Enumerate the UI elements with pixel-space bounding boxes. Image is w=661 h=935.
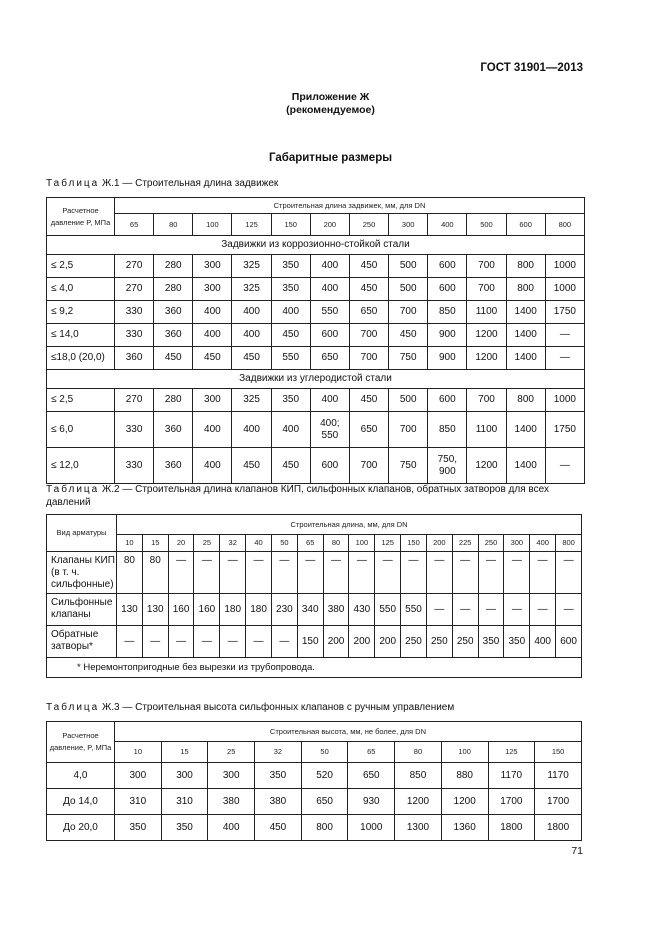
table3-value-cell: 400 (208, 815, 255, 841)
table1-value-cell: 450 (232, 448, 271, 484)
table1-value-cell: 400 (271, 412, 310, 448)
table2-value-cell: — (426, 552, 452, 594)
table1-value-cell: 450 (349, 255, 388, 278)
table2-value-cell: 130 (117, 594, 143, 626)
table1-value-cell: 400 (232, 324, 271, 347)
table3-dn-header: 80 (395, 742, 442, 763)
table1-value-cell: 450 (349, 278, 388, 301)
table1-value-cell: 350 (271, 278, 310, 301)
table1-value-cell: 500 (389, 278, 428, 301)
table3-dn-header: 150 (535, 742, 582, 763)
appendix-status: (рекомендуемое) (286, 104, 375, 116)
table2-value-cell: — (452, 552, 478, 594)
table3-value-cell: 650 (301, 789, 348, 815)
table2-value-cell: 80 (117, 552, 143, 594)
appendix-title: Приложение Ж (291, 91, 370, 103)
table1-dn-header: 65 (115, 214, 154, 236)
table1-value-cell: 450 (389, 324, 428, 347)
table1-value-cell: 1750 (545, 412, 584, 448)
table2-dn-header: 100 (349, 535, 375, 552)
table3-value-cell: 650 (348, 763, 395, 789)
table3-value-cell: 1000 (348, 815, 395, 841)
table1-value-cell: 1400 (506, 324, 545, 347)
table3-value-cell: 380 (255, 789, 302, 815)
table2-dn-header: 32 (220, 535, 246, 552)
table1-value-cell: 360 (154, 412, 193, 448)
table2-value-cell: 200 (375, 626, 401, 658)
table1-value-cell: 1750 (545, 301, 584, 324)
table1-value-cell: 800 (506, 278, 545, 301)
table1-pressure-cell: ≤ 2,5 (47, 389, 115, 412)
table1-value-cell: 450 (232, 347, 271, 370)
table2-value-cell: — (556, 594, 582, 626)
table1-value-cell: 500 (389, 389, 428, 412)
table1-value-cell: 450 (271, 324, 310, 347)
table2-value-cell: 160 (168, 594, 194, 626)
table3-value-cell: 850 (395, 763, 442, 789)
table3-caption (46, 701, 586, 714)
table1-value-cell: 600 (310, 448, 349, 484)
table2-type-cell: Клапаны КИП (в т. ч. сильфонные) (47, 552, 117, 594)
table2-corner-header: Вид арматуры (47, 515, 117, 552)
table1-value-cell: 360 (154, 324, 193, 347)
table1-value-cell: 600 (428, 255, 467, 278)
table3-pressure-cell: До 20,0 (47, 815, 115, 841)
table1-value-cell: 700 (389, 301, 428, 324)
table2-value-cell: 340 (297, 594, 323, 626)
table2-value-cell: — (194, 552, 220, 594)
table1-value-cell: 360 (115, 347, 154, 370)
table3-dn-header: 50 (301, 742, 348, 763)
table1-value-cell: 400 (193, 324, 232, 347)
table1-value-cell: 1400 (506, 347, 545, 370)
table1-value-cell: 1400 (506, 412, 545, 448)
table1-value-cell: 850 (428, 301, 467, 324)
table3-value-cell: 380 (208, 789, 255, 815)
table2-value-cell: — (401, 552, 427, 594)
table1-value-cell: 700 (349, 347, 388, 370)
table1-value-cell: 300 (193, 389, 232, 412)
table2-footnote: * Неремонтопригодные без вырезки из трубопровода. (47, 658, 582, 678)
table2-dn-header: 225 (452, 535, 478, 552)
table2-dn-header: 25 (194, 535, 220, 552)
table1-value-cell: 650 (310, 347, 349, 370)
table2-dn-header: 80 (323, 535, 349, 552)
table2-value-cell: 250 (452, 626, 478, 658)
table1-value-cell: 400 (232, 301, 271, 324)
table3-value-cell: 1300 (395, 815, 442, 841)
table3 (46, 721, 582, 841)
table1-value-cell: 750 (389, 347, 428, 370)
table1-value-cell: 280 (154, 255, 193, 278)
table1-value-cell: 400 (193, 301, 232, 324)
page-number: 71 (571, 845, 583, 857)
table1-value-cell: 400 (310, 255, 349, 278)
table-row (47, 301, 585, 324)
table3-value-cell: 300 (161, 763, 208, 789)
table2-value-cell: — (452, 594, 478, 626)
table2-value-cell: — (194, 626, 220, 658)
table1-value-cell: 400; 550 (310, 412, 349, 448)
table3-value-cell: 1800 (535, 815, 582, 841)
table2-dn-header: 10 (117, 535, 143, 552)
table2-dn-header: 800 (556, 535, 582, 552)
table3-value-cell: 1170 (488, 763, 535, 789)
table3-value-cell: 450 (255, 815, 302, 841)
table3-value-cell: 350 (255, 763, 302, 789)
table3-value-cell: 1800 (488, 815, 535, 841)
table1-value-cell: 350 (271, 389, 310, 412)
table2-value-cell: — (530, 552, 556, 594)
table1-value-cell: 400 (310, 278, 349, 301)
table1 (46, 197, 585, 484)
table2-value-cell: 550 (375, 594, 401, 626)
table1-value-cell: 325 (232, 278, 271, 301)
table1-value-cell: 1000 (545, 278, 584, 301)
table2-dn-header: 20 (168, 535, 194, 552)
table1-dn-header: 500 (467, 214, 506, 236)
table1-value-cell: 600 (310, 324, 349, 347)
table-row (47, 278, 585, 301)
table1-dn-header: 80 (154, 214, 193, 236)
table2-value-cell: 600 (556, 626, 582, 658)
table-row (47, 552, 582, 594)
table1-value-cell: 450 (271, 448, 310, 484)
table1-value-cell: 550 (271, 347, 310, 370)
table1-value-cell: 1100 (467, 301, 506, 324)
table-row (47, 626, 582, 658)
table1-value-cell: 325 (232, 389, 271, 412)
table1-dn-header: 150 (271, 214, 310, 236)
section-title: Габаритные размеры (268, 152, 393, 164)
table1-pressure-cell: ≤18,0 (20,0) (47, 347, 115, 370)
table1-value-cell: 280 (154, 278, 193, 301)
table3-dn-header: 15 (161, 742, 208, 763)
table2-value-cell: 200 (349, 626, 375, 658)
table1-value-cell: 800 (506, 389, 545, 412)
table2-value-cell: — (220, 552, 246, 594)
table1-value-cell: 900 (428, 347, 467, 370)
table2-dn-header: 250 (478, 535, 504, 552)
table2-value-cell: — (504, 552, 530, 594)
table2-value-cell: — (478, 594, 504, 626)
table1-value-cell: — (545, 448, 584, 484)
table1-dn-header: 400 (428, 214, 467, 236)
table3-value-cell: 350 (115, 815, 162, 841)
table2-value-cell: — (349, 552, 375, 594)
table2-value-cell: — (220, 626, 246, 658)
table1-dn-header: 600 (506, 214, 545, 236)
table2-value-cell: — (246, 552, 272, 594)
table1-value-cell: 400 (232, 412, 271, 448)
table1-value-cell: — (545, 324, 584, 347)
table1-corner-header: Расчетное давление P, МПа (47, 198, 115, 236)
table1-dn-header: 100 (193, 214, 232, 236)
table2-value-cell: 150 (297, 626, 323, 658)
table1-dn-header: 300 (389, 214, 428, 236)
table2-value-cell: 350 (504, 626, 530, 658)
table1-caption-prefix: Таблица (46, 178, 100, 189)
table-row (47, 448, 585, 484)
table2-group-header: Строительная длина, мм, для DN (117, 515, 582, 535)
table1-pressure-cell: ≤ 4,0 (47, 278, 115, 301)
table1-value-cell: — (545, 347, 584, 370)
table-row (47, 594, 582, 626)
table2-caption (46, 483, 586, 509)
table2-value-cell: — (271, 626, 297, 658)
table3-value-cell: 930 (348, 789, 395, 815)
table2-caption-prefix: Таблица (46, 484, 100, 495)
table1-value-cell: 1400 (506, 301, 545, 324)
table3-dn-header: 25 (208, 742, 255, 763)
table2-value-cell: 430 (349, 594, 375, 626)
table3-dn-header: 125 (488, 742, 535, 763)
table3-dn-header: 100 (441, 742, 488, 763)
table2-value-cell: 380 (323, 594, 349, 626)
table3-caption-prefix: Таблица (46, 702, 100, 713)
table1-value-cell: 700 (349, 448, 388, 484)
table2-value-cell: — (297, 552, 323, 594)
table1-value-cell: 1200 (467, 448, 506, 484)
table1-value-cell: 1200 (467, 347, 506, 370)
table2-value-cell: 160 (194, 594, 220, 626)
table2-value-cell: — (246, 626, 272, 658)
table1-value-cell: 750 (389, 448, 428, 484)
table-row (47, 789, 582, 815)
table-row (47, 324, 585, 347)
table2 (46, 514, 582, 678)
table3-value-cell: 1700 (488, 789, 535, 815)
table2-dn-header: 40 (246, 535, 272, 552)
table2-dn-header: 65 (297, 535, 323, 552)
table3-value-cell: 1200 (395, 789, 442, 815)
table1-value-cell: 350 (271, 255, 310, 278)
table1-value-cell: 330 (115, 324, 154, 347)
table-row (47, 763, 582, 789)
table1-pressure-cell: ≤ 9,2 (47, 301, 115, 324)
table3-value-cell: 1360 (441, 815, 488, 841)
table1-value-cell: 400 (310, 389, 349, 412)
table3-value-cell: 1700 (535, 789, 582, 815)
table2-value-cell: — (142, 626, 168, 658)
table1-value-cell: 1200 (467, 324, 506, 347)
table3-dn-header: 10 (115, 742, 162, 763)
standard-number: ГОСТ 31901—2013 (480, 62, 583, 74)
table1-value-cell: 700 (389, 412, 428, 448)
table-row (47, 412, 585, 448)
table1-value-cell: 330 (115, 448, 154, 484)
table2-type-cell: Обратные затворы* (47, 626, 117, 658)
table3-pressure-cell: 4,0 (47, 763, 115, 789)
table1-value-cell: 550 (310, 301, 349, 324)
table1-value-cell: 500 (389, 255, 428, 278)
table-row (47, 815, 582, 841)
table-row (47, 347, 585, 370)
table1-value-cell: 650 (349, 301, 388, 324)
table3-dn-header: 65 (348, 742, 395, 763)
table1-value-cell: 280 (154, 389, 193, 412)
table1-value-cell: 325 (232, 255, 271, 278)
table2-caption-text: Ж.2 — Строительная длина клапанов КИП, сильфонных клапанов, обратных затворов для всех давлений (46, 484, 549, 508)
table2-value-cell: 230 (271, 594, 297, 626)
table1-value-cell: 700 (467, 278, 506, 301)
table2-value-cell: — (117, 626, 143, 658)
table2-dn-header: 200 (426, 535, 452, 552)
table1-dn-header: 125 (232, 214, 271, 236)
table1-value-cell: 800 (506, 255, 545, 278)
table1-value-cell: 300 (193, 255, 232, 278)
table3-caption-text: Ж.3 — Строительная высота сильфонных клапанов с ручным управлением (99, 702, 455, 713)
table2-dn-header: 300 (504, 535, 530, 552)
table2-value-cell: — (556, 552, 582, 594)
table1-value-cell: 400 (193, 412, 232, 448)
table2-value-cell: — (426, 594, 452, 626)
table2-value-cell: 180 (246, 594, 272, 626)
table1-section-title: Задвижки из коррозионно-стойкой стали (47, 236, 585, 255)
table2-value-cell: 350 (478, 626, 504, 658)
table1-caption-text: Ж.1 — Строительная длина задвижек (99, 178, 279, 189)
table2-dn-header: 150 (401, 535, 427, 552)
table2-value-cell: 250 (401, 626, 427, 658)
table1-value-cell: 450 (154, 347, 193, 370)
table2-dn-header: 400 (530, 535, 556, 552)
table3-pressure-cell: До 14,0 (47, 789, 115, 815)
table1-value-cell: 600 (428, 389, 467, 412)
table2-value-cell: 250 (426, 626, 452, 658)
table1-value-cell: 400 (271, 301, 310, 324)
table-row (47, 389, 585, 412)
table2-value-cell: 200 (323, 626, 349, 658)
table1-value-cell: 850 (428, 412, 467, 448)
table2-value-cell: — (504, 594, 530, 626)
table1-value-cell: 700 (467, 389, 506, 412)
table1-dn-header: 200 (310, 214, 349, 236)
table2-dn-header: 50 (271, 535, 297, 552)
table3-value-cell: 880 (441, 763, 488, 789)
table2-value-cell: — (478, 552, 504, 594)
table3-corner-header: Расчетное давление, P, МПа (47, 722, 115, 763)
table1-value-cell: 330 (115, 301, 154, 324)
table1-value-cell: 330 (115, 412, 154, 448)
table2-value-cell: 400 (530, 626, 556, 658)
table1-value-cell: 300 (193, 278, 232, 301)
table2-value-cell: — (323, 552, 349, 594)
table1-dn-header: 250 (349, 214, 388, 236)
table3-value-cell: 1200 (441, 789, 488, 815)
table-row (47, 255, 585, 278)
table1-value-cell: 270 (115, 389, 154, 412)
table1-pressure-cell: ≤ 12,0 (47, 448, 115, 484)
table2-type-cell: Сильфонные клапаны (47, 594, 117, 626)
table1-value-cell: 1100 (467, 412, 506, 448)
table2-value-cell: 180 (220, 594, 246, 626)
table1-value-cell: 360 (154, 448, 193, 484)
table1-pressure-cell: ≤ 6,0 (47, 412, 115, 448)
table1-section-title: Задвижки из углеродистой стали (47, 370, 585, 389)
table2-value-cell: 130 (142, 594, 168, 626)
table1-value-cell: 1000 (545, 389, 584, 412)
table3-value-cell: 310 (115, 789, 162, 815)
table2-value-cell: — (168, 552, 194, 594)
table1-group-header: Строительная длина задвижек, мм, для DN (115, 198, 585, 214)
table3-dn-header: 32 (255, 742, 302, 763)
table2-dn-header: 125 (375, 535, 401, 552)
table1-value-cell: 1400 (506, 448, 545, 484)
table1-value-cell: 450 (349, 389, 388, 412)
table1-value-cell: 900 (428, 324, 467, 347)
table3-value-cell: 1170 (535, 763, 582, 789)
table2-value-cell: 80 (142, 552, 168, 594)
table1-value-cell: 450 (193, 347, 232, 370)
table1-value-cell: 1000 (545, 255, 584, 278)
table3-value-cell: 350 (161, 815, 208, 841)
table3-value-cell: 300 (115, 763, 162, 789)
table3-group-header: Строительная высота, мм, не более, для DN (115, 722, 582, 742)
table1-value-cell: 270 (115, 278, 154, 301)
table3-value-cell: 310 (161, 789, 208, 815)
table1-value-cell: 650 (349, 412, 388, 448)
table1-value-cell: 270 (115, 255, 154, 278)
table2-value-cell: — (271, 552, 297, 594)
table2-dn-header: 15 (142, 535, 168, 552)
table3-value-cell: 520 (301, 763, 348, 789)
table2-value-cell: 550 (401, 594, 427, 626)
table1-value-cell: 700 (467, 255, 506, 278)
table1-dn-header: 800 (545, 214, 584, 236)
table1-value-cell: 400 (193, 448, 232, 484)
table1-pressure-cell: ≤ 14,0 (47, 324, 115, 347)
table1-pressure-cell: ≤ 2,5 (47, 255, 115, 278)
table2-value-cell: — (530, 594, 556, 626)
table1-value-cell: 360 (154, 301, 193, 324)
table1-value-cell: 600 (428, 278, 467, 301)
table1-value-cell: 750, 900 (428, 448, 467, 484)
table3-value-cell: 800 (301, 815, 348, 841)
table2-value-cell: — (168, 626, 194, 658)
table2-value-cell: — (375, 552, 401, 594)
table1-caption (46, 177, 586, 190)
table3-value-cell: 300 (208, 763, 255, 789)
table1-value-cell: 700 (349, 324, 388, 347)
